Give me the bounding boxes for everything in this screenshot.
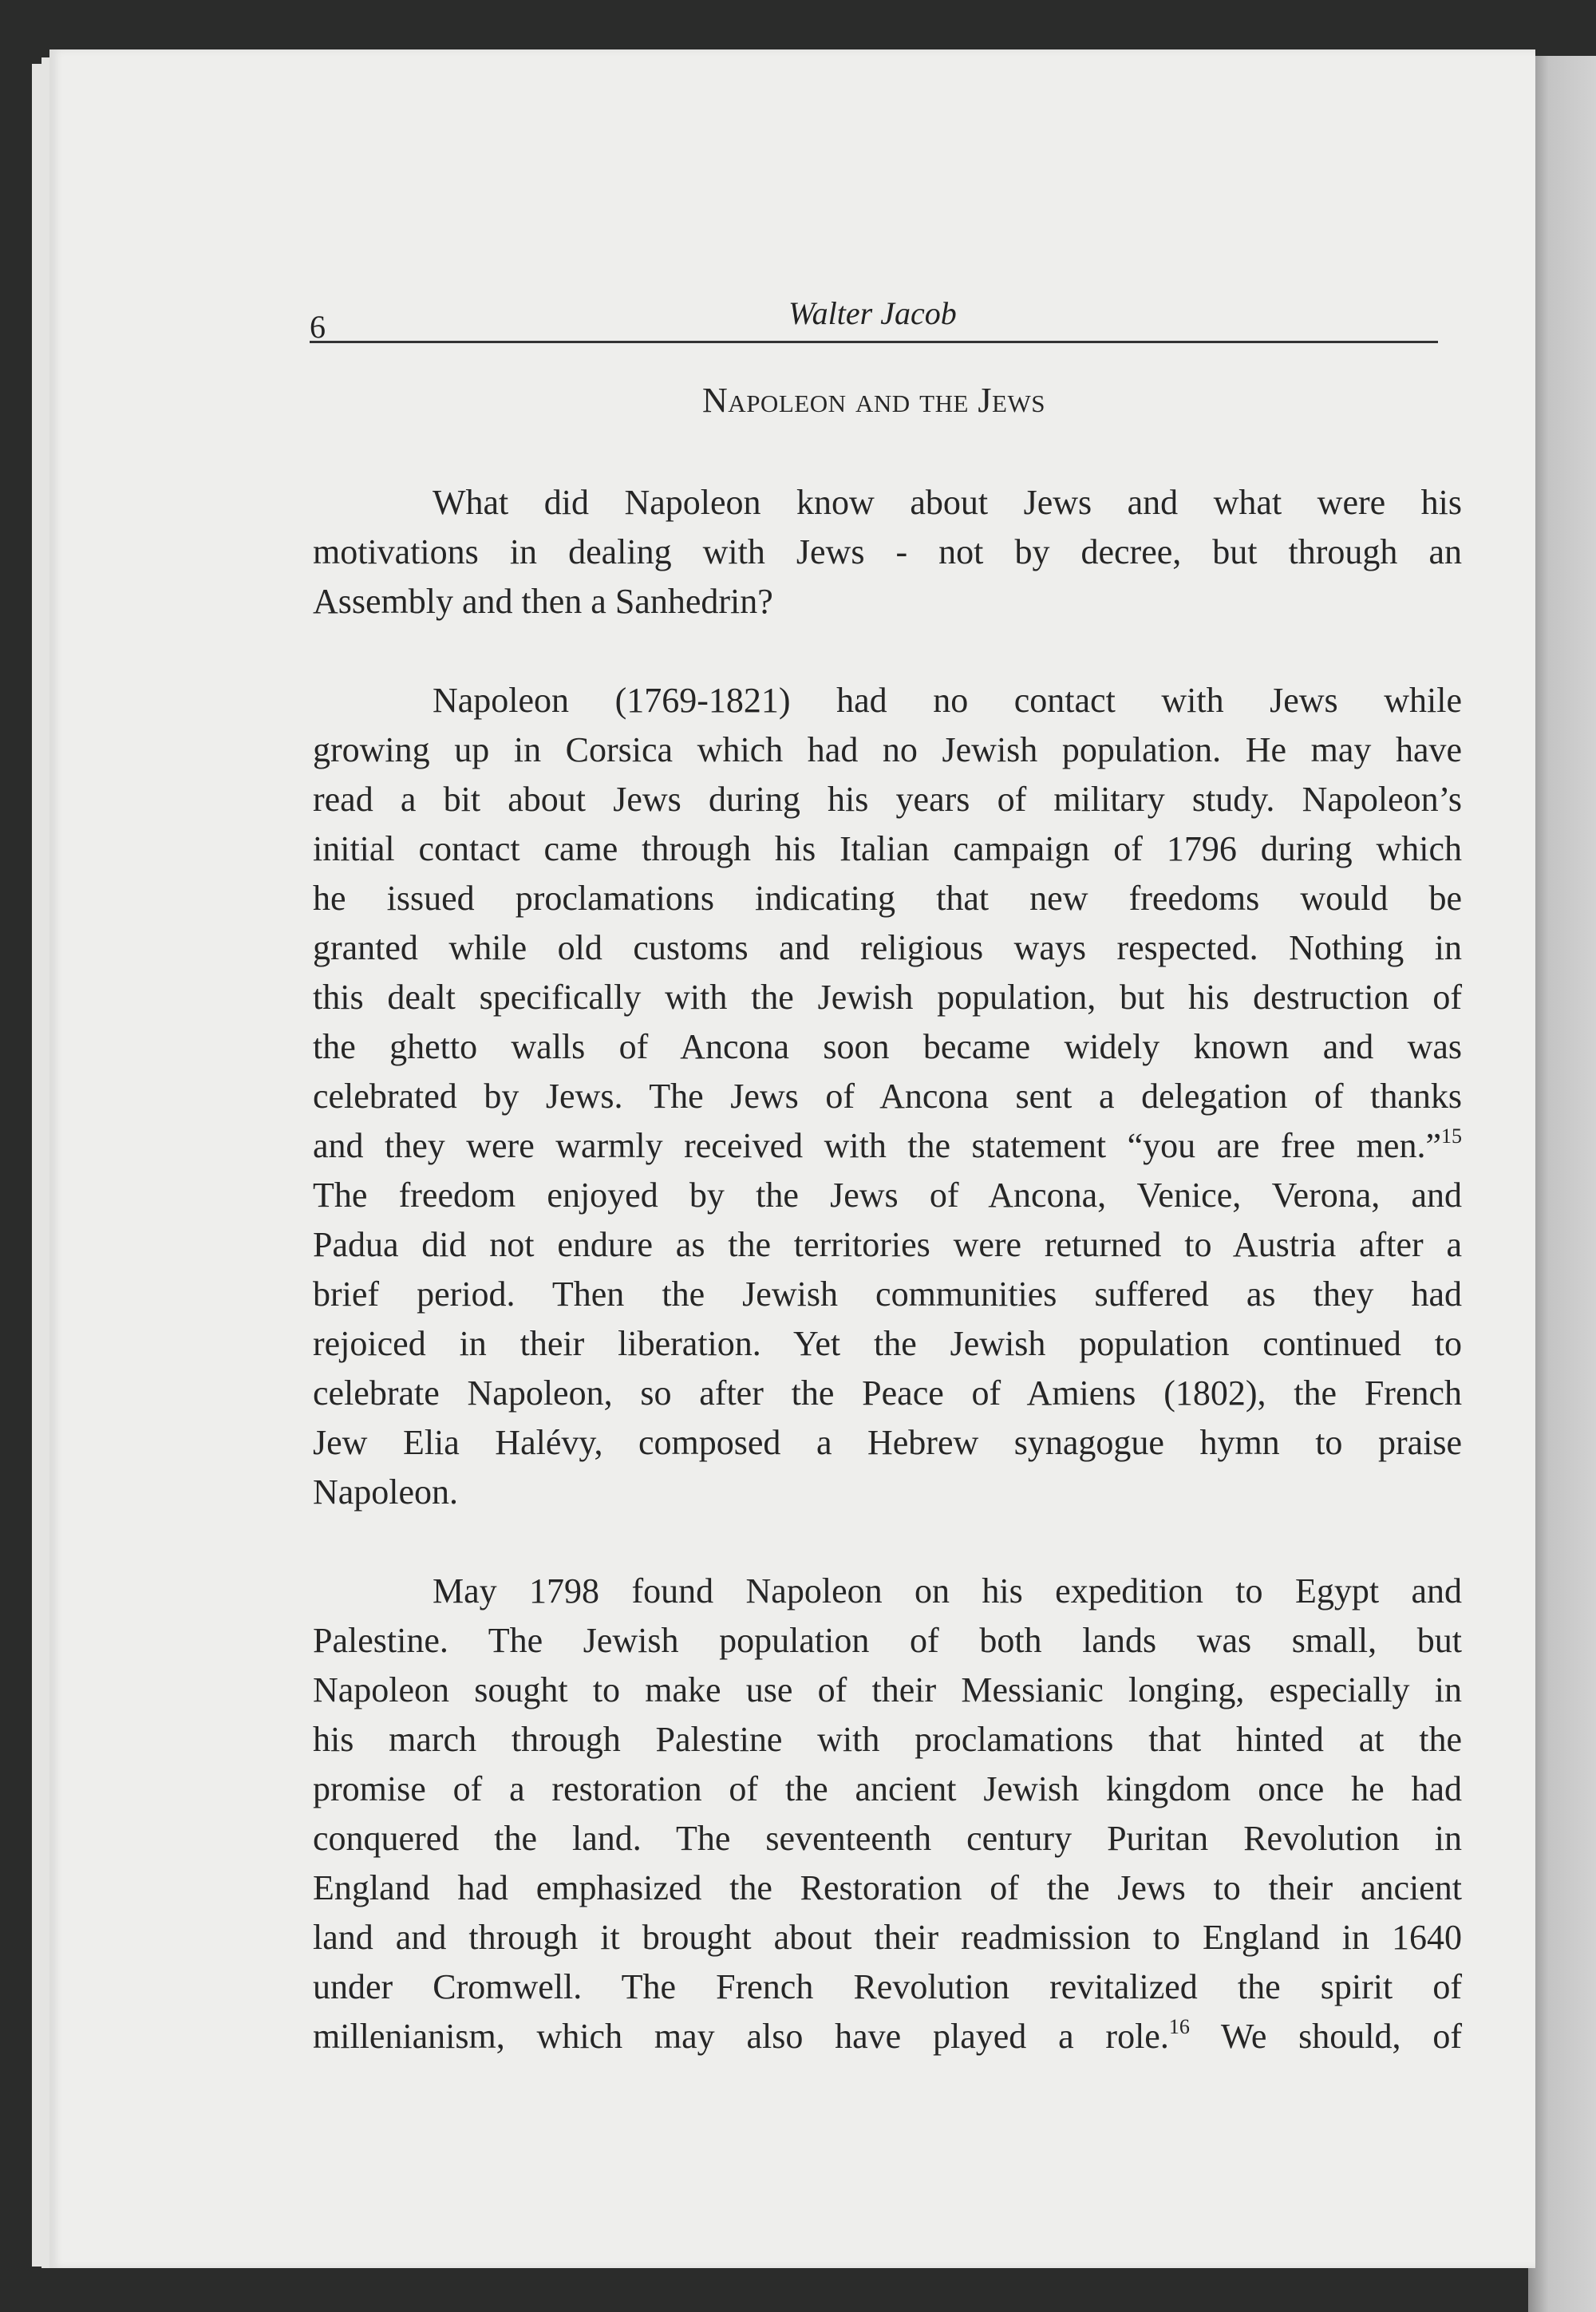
paragraph-2 <box>313 676 1462 1517</box>
line-text: land and through it brought about their readmission to England in 1640 <box>313 1918 1462 1957</box>
line-text: promise of a restoration of the ancient Jewish kingdom once he had <box>313 1769 1462 1808</box>
text-line <box>313 1616 1462 1666</box>
line-text: and they were warmly received with the statement “you are free men.” <box>313 1126 1441 1165</box>
text-line <box>313 923 1462 973</box>
line-text: Napoleon sought to make use of their Messianic longing, especially in <box>313 1670 1462 1709</box>
line-text: rejoiced in their liberation. Yet the Jewish population continued to <box>313 1324 1462 1363</box>
facing-page-edge <box>1528 56 1596 2312</box>
line-text: Napoleon (1769-1821) had no contact with Jews while <box>433 681 1462 720</box>
text-line <box>313 676 1462 725</box>
text-line <box>313 1418 1462 1468</box>
text-line <box>313 973 1462 1022</box>
text-line <box>313 1715 1462 1765</box>
line-text: We should, of <box>1189 2017 1462 2056</box>
line-text: What did Napoleon know about Jews and what were his <box>433 483 1462 522</box>
line-text: motivations in dealing with Jews - not by decree, but through an <box>313 532 1462 571</box>
page-number: 6 <box>310 309 326 345</box>
text-line <box>313 1022 1462 1072</box>
text-line <box>313 725 1462 775</box>
line-text: granted while old customs and religious ways respected. Nothing in <box>313 928 1462 967</box>
line-text: initial contact came through his Italian campaign of 1796 during which <box>313 829 1462 868</box>
line-text: brief period. Then the Jewish communities suffered as they had <box>313 1275 1462 1314</box>
text-line <box>313 2012 1462 2061</box>
line-text: Jew Elia Halévy, composed a Hebrew synagogue hymn to praise <box>313 1423 1462 1462</box>
line-text: Padua did not endure as the territories were returned to Austria after a <box>313 1225 1462 1264</box>
line-text: celebrated by Jews. The Jews of Ancona sent a delegation of thanks <box>313 1077 1462 1116</box>
text-line <box>313 1171 1462 1220</box>
text-line <box>313 1863 1462 1913</box>
paragraph-3 <box>313 1567 1462 2061</box>
page-header <box>310 295 1438 345</box>
text-line <box>313 1913 1462 1962</box>
line-text: conquered the land. The seventeenth century Puritan Revolution in <box>313 1819 1462 1858</box>
line-text: his march through Palestine with proclamations that hinted at the <box>313 1720 1462 1759</box>
line-text: celebrate Napoleon, so after the Peace of Amiens (1802), the French <box>313 1373 1462 1413</box>
text-line <box>313 528 1462 577</box>
text-line <box>313 1567 1462 1616</box>
text-line <box>313 1666 1462 1715</box>
text-line <box>313 1319 1462 1369</box>
line-text: under Cromwell. The French Revolution revitalized the spirit of <box>313 1967 1462 2006</box>
running-head: Walter Jacob <box>788 295 957 331</box>
line-text: Napoleon. <box>313 1472 459 1512</box>
text-line <box>313 1270 1462 1319</box>
text-line <box>313 1072 1462 1121</box>
text-line <box>313 577 1462 626</box>
line-text: he issued proclamations indicating that new freedoms would be <box>313 879 1462 918</box>
text-line <box>313 1369 1462 1418</box>
line-text: The freedom enjoyed by the Jews of Ancona, Venice, Verona, and <box>313 1176 1462 1215</box>
text-line <box>313 1468 1462 1517</box>
line-text: growing up in Corsica which had no Jewish population. He may have <box>313 730 1462 769</box>
text-line <box>313 1814 1462 1863</box>
text-line <box>313 1962 1462 2012</box>
body-text <box>313 478 1462 2111</box>
line-text: Assembly and then a Sanhedrin? <box>313 582 773 621</box>
text-line <box>313 478 1462 528</box>
line-text: millenianism, which may also have played a role. <box>313 2017 1169 2056</box>
line-text: England had emphasized the Restoration of the Jews to their ancient <box>313 1868 1462 1907</box>
footnote-marker[interactable]: 15 <box>1441 1124 1462 1148</box>
line-text: this dealt specifically with the Jewish population, but his destruction of <box>313 978 1462 1017</box>
paragraph-1 <box>313 478 1462 626</box>
text-line <box>313 824 1462 874</box>
chapter-title: Napoleon and the Jews <box>702 381 1045 420</box>
footnote-marker[interactable]: 16 <box>1168 2015 1190 2038</box>
line-text: Palestine. The Jewish population of both lands was small, but <box>313 1621 1462 1660</box>
line-text: read a bit about Jews during his years of military study. Napoleon’s <box>313 780 1462 819</box>
text-line <box>313 874 1462 923</box>
text-line <box>313 775 1462 824</box>
text-line <box>313 1765 1462 1814</box>
line-text: the ghetto walls of Ancona soon became widely known and was <box>313 1027 1462 1066</box>
line-text: May 1798 found Napoleon on his expedition to Egypt and <box>433 1571 1462 1610</box>
text-line <box>313 1121 1462 1171</box>
text-line <box>313 1220 1462 1270</box>
